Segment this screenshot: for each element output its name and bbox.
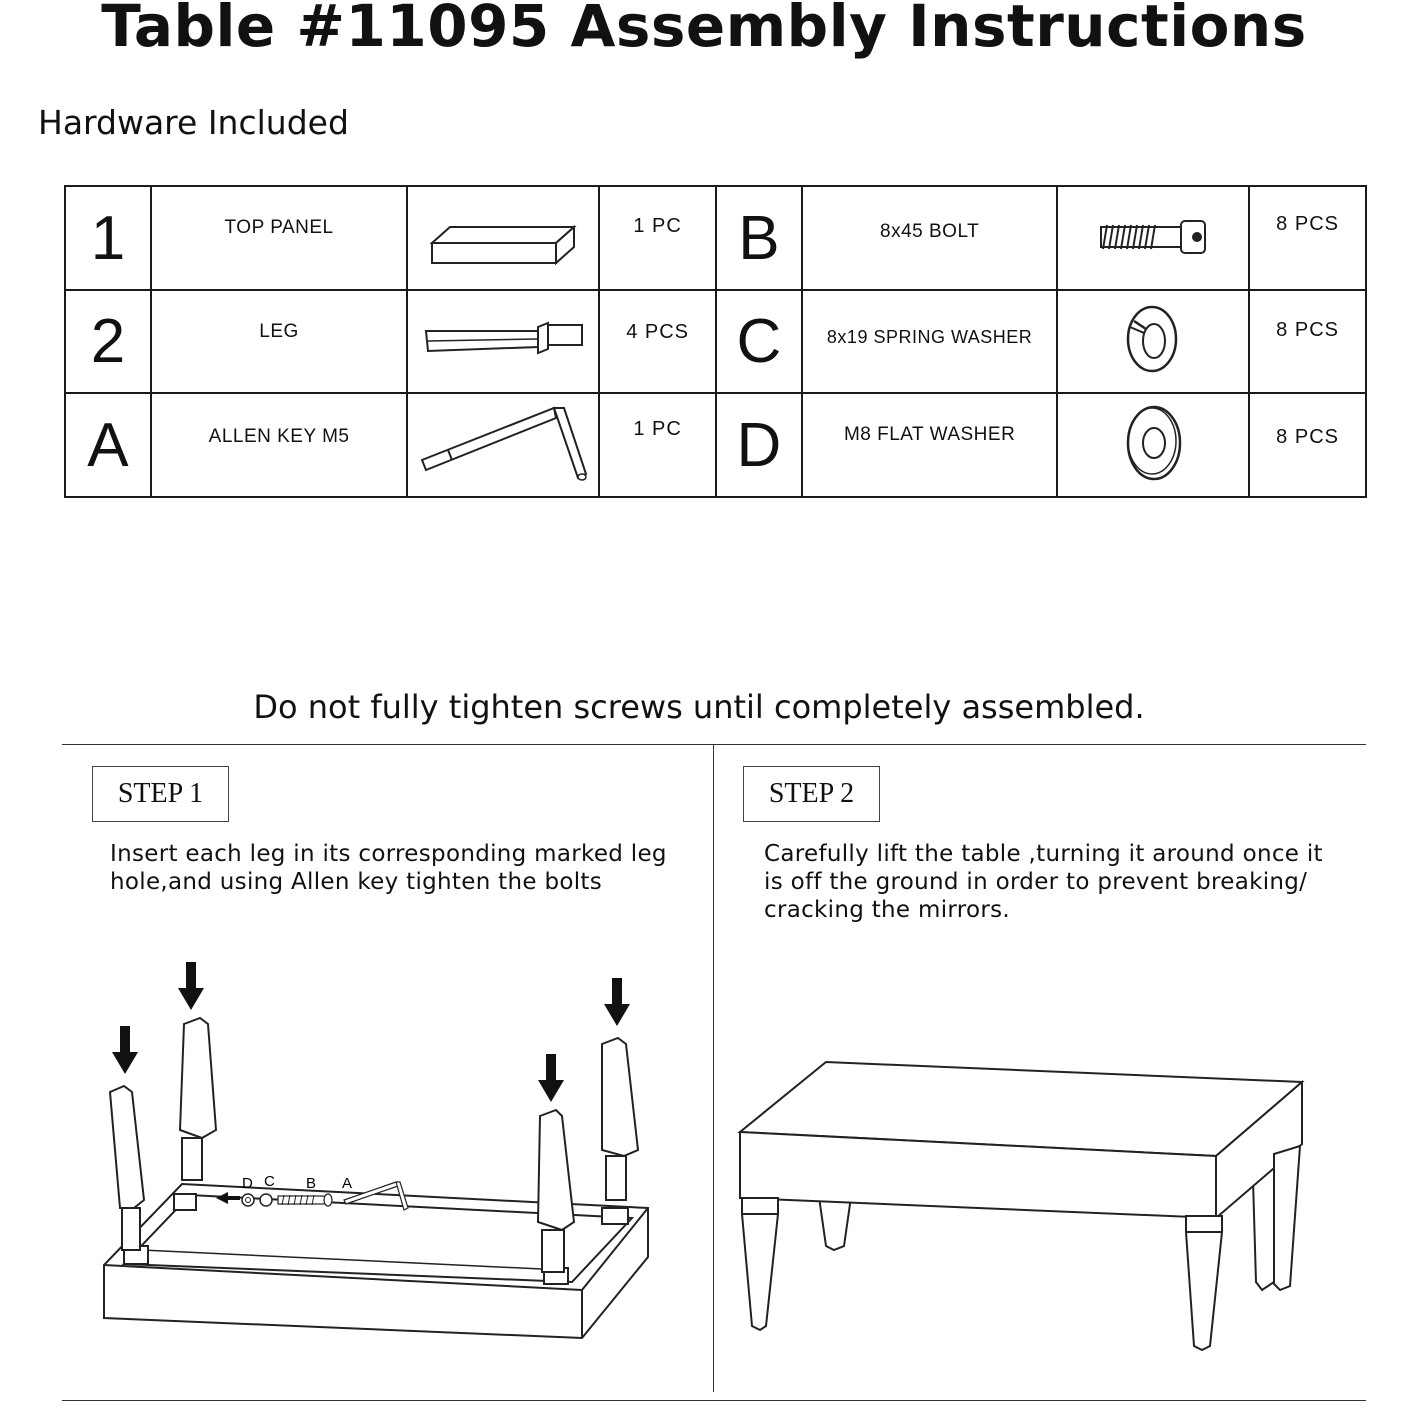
hardware-heading: Hardware Included — [38, 103, 349, 142]
step-2-diagram — [730, 1050, 1330, 1370]
table-row — [65, 290, 1366, 393]
part-qty: 1 PC — [599, 186, 716, 290]
part-code: D — [716, 393, 802, 497]
part-code: A — [65, 393, 151, 497]
callout-b: B — [306, 1175, 317, 1192]
part-code: C — [716, 290, 802, 393]
table-row — [65, 393, 1366, 497]
spring-washer-icon — [1057, 290, 1249, 393]
allen-key-icon — [407, 393, 599, 497]
section-divider-bottom — [62, 1400, 1366, 1401]
side-leg — [1274, 1146, 1300, 1290]
leg-2 — [180, 1018, 216, 1180]
front-leg-right — [1186, 1216, 1222, 1350]
leg-1 — [110, 1086, 144, 1250]
front-leg-left — [742, 1198, 778, 1330]
page-title: Table #11095 Assembly Instructions — [101, 0, 1307, 60]
flat-washer-icon — [1057, 393, 1249, 497]
part-qty: 1 PC — [599, 393, 716, 497]
assembly-notice: Do not fully tighten screws until completely assembled. — [253, 688, 1145, 726]
step-1-instructions: Insert each leg in its corresponding marked leg hole,and using Allen key tighten the bolts — [110, 841, 667, 895]
part-qty: 8 PCS — [1249, 290, 1366, 393]
part-name: LEG — [151, 290, 407, 393]
part-code: 1 — [65, 186, 151, 290]
step-1-label: STEP 1 — [92, 766, 229, 822]
step-2-label: STEP 2 — [743, 766, 880, 822]
part-name: 8x19 SPRING WASHER — [802, 290, 1058, 393]
leg-4 — [602, 1038, 638, 1200]
part-qty: 4 PCS — [599, 290, 716, 393]
leg-icon — [407, 290, 599, 393]
part-name: TOP PANEL — [151, 186, 407, 290]
part-code: B — [716, 186, 802, 290]
section-divider-top — [62, 744, 1366, 745]
part-name: 8x45 BOLT — [802, 186, 1058, 290]
top-panel-icon — [407, 186, 599, 290]
part-name: ALLEN KEY M5 — [151, 393, 407, 497]
part-qty: 8 PCS — [1249, 186, 1366, 290]
callout-a: A — [342, 1175, 353, 1192]
hardware-table — [64, 185, 1367, 498]
step-divider — [713, 744, 714, 1392]
callout-c: C — [264, 1173, 275, 1190]
bolt-icon — [1057, 186, 1249, 290]
part-code: 2 — [65, 290, 151, 393]
part-name: M8 FLAT WASHER — [802, 393, 1058, 497]
part-qty: 8 PCS — [1249, 393, 1366, 497]
step-1-diagram — [62, 950, 712, 1350]
step-2-instructions: Carefully lift the table ,turning it around once it is off the ground in order to prevent breaking/ cracking the mirrors. — [764, 841, 1323, 923]
callout-d: D — [242, 1175, 253, 1192]
table-row — [65, 186, 1366, 290]
